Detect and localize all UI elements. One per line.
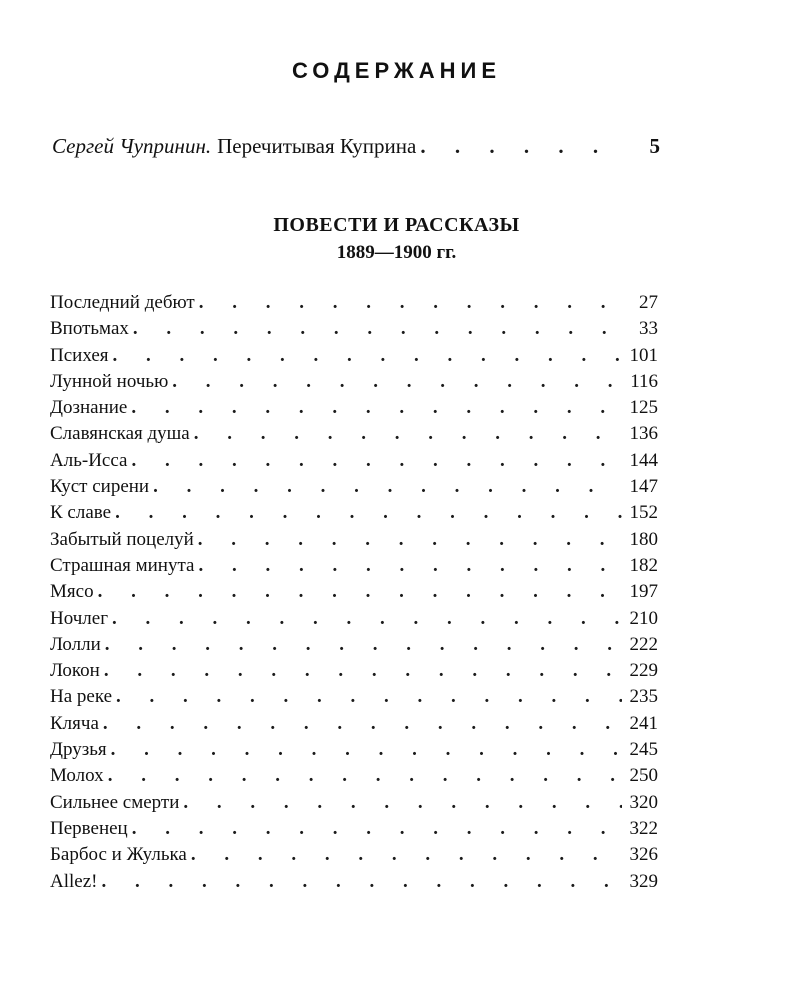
section-title: ПОВЕСТИ И РАССКАЗЫ xyxy=(273,214,520,236)
toc-entry xyxy=(50,608,658,634)
dot-leader xyxy=(132,818,622,840)
toc-entry-title: Лунной ночью xyxy=(50,370,169,392)
toc-entry-page-number: 235 xyxy=(629,686,658,708)
toc-entry-page-number: 144 xyxy=(629,449,658,471)
dot-leader xyxy=(420,134,624,159)
toc-entry-title: Аль-Исса xyxy=(50,449,128,471)
page-title: СОДЕРЖАНИЕ xyxy=(291,58,502,83)
toc-entry-title: Забытый поцелуй xyxy=(50,528,194,550)
section-years: 1889—1900 гг. xyxy=(336,242,457,263)
toc-entry-title: Барбос и Жулька xyxy=(50,844,187,866)
toc-entry xyxy=(50,423,658,449)
toc-entry-page-number: 125 xyxy=(629,397,658,419)
dot-leader xyxy=(101,871,622,893)
dot-leader xyxy=(131,450,622,472)
toc-entry-page-number: 152 xyxy=(629,502,658,524)
dot-leader xyxy=(98,581,622,603)
toc-entry-title: Молох xyxy=(50,765,104,787)
dot-leader xyxy=(111,739,622,761)
toc-entry-title: Психея xyxy=(50,344,109,366)
toc-entry-page-number: 229 xyxy=(629,660,658,682)
toc-entry-title: Страшная минута xyxy=(50,554,195,576)
toc-entry-title: Сильнее смерти xyxy=(50,791,180,813)
toc-entry-page-number: 180 xyxy=(629,528,658,550)
toc-entry-title: К славе xyxy=(50,502,112,524)
dot-leader xyxy=(183,792,622,814)
toc-entry xyxy=(50,792,658,818)
dot-leader xyxy=(112,608,622,630)
table-of-contents xyxy=(50,292,658,897)
toc-entry-page-number: 245 xyxy=(629,739,658,761)
toc-entry xyxy=(50,713,658,739)
toc-entry xyxy=(50,318,658,344)
dot-leader xyxy=(131,397,622,419)
intro-author: Сергей Чупринин. xyxy=(52,134,212,158)
toc-entry xyxy=(50,686,658,712)
toc-entry-page-number: 329 xyxy=(629,870,658,892)
dot-leader xyxy=(133,318,622,340)
intro-entry xyxy=(52,134,660,159)
toc-entry xyxy=(50,871,658,897)
dot-leader xyxy=(105,634,622,656)
toc-entry xyxy=(50,739,658,765)
toc-entry xyxy=(50,765,658,791)
toc-entry xyxy=(50,476,658,502)
toc-entry-title: Локон xyxy=(50,660,100,682)
dot-leader xyxy=(191,844,622,866)
toc-entry-title: Лолли xyxy=(50,633,101,655)
dot-leader xyxy=(113,345,622,367)
toc-entry-title: Ночлег xyxy=(50,607,108,629)
dot-leader xyxy=(104,660,622,682)
toc-entry-title: Кляча xyxy=(50,712,99,734)
toc-entry xyxy=(50,292,658,318)
intro-page-number: 5 xyxy=(649,134,660,158)
dot-leader xyxy=(172,371,622,393)
toc-entry xyxy=(50,345,658,371)
toc-entry xyxy=(50,529,658,555)
toc-entry xyxy=(50,502,658,528)
toc-entry-page-number: 241 xyxy=(629,712,658,734)
toc-entry-page-number: 250 xyxy=(629,765,658,787)
dot-leader xyxy=(194,423,622,445)
toc-entry-page-number: 27 xyxy=(639,292,658,313)
dot-leader xyxy=(116,686,622,708)
toc-entry-page-number: 322 xyxy=(629,817,658,839)
toc-entry xyxy=(50,634,658,660)
toc-entry xyxy=(50,581,658,607)
toc-entry-page-number: 182 xyxy=(629,554,658,576)
toc-entry-page-number: 197 xyxy=(629,581,658,603)
toc-entry xyxy=(50,818,658,844)
toc-entry xyxy=(50,660,658,686)
toc-entry xyxy=(50,450,658,476)
toc-entry-title: Последний дебют xyxy=(50,292,195,313)
dot-leader xyxy=(103,713,622,735)
toc-entry-title: На реке xyxy=(50,686,113,708)
dot-leader xyxy=(198,555,622,577)
toc-entry xyxy=(50,371,658,397)
toc-entry-title: Впотьмах xyxy=(50,318,129,340)
toc-entry xyxy=(50,844,658,870)
toc-entry-page-number: 326 xyxy=(629,844,658,866)
toc-entry-page-number: 116 xyxy=(630,370,658,392)
toc-entry-title: Мясо xyxy=(50,581,94,603)
toc-entry xyxy=(50,555,658,581)
dot-leader xyxy=(153,476,622,498)
toc-entry-title: Друзья xyxy=(50,739,107,761)
dot-leader xyxy=(115,502,622,524)
toc-entry-page-number: 222 xyxy=(629,633,658,655)
toc-entry xyxy=(50,397,658,423)
toc-entry-page-number: 147 xyxy=(629,476,658,498)
dot-leader xyxy=(198,529,622,551)
toc-entry-title: Дознание xyxy=(50,397,128,419)
toc-entry-title: Славянская душа xyxy=(50,423,190,445)
toc-entry-title: Первенец xyxy=(50,817,128,839)
toc-entry-page-number: 210 xyxy=(629,607,658,629)
toc-entry-page-number: 101 xyxy=(629,344,658,366)
toc-entry-title: Куст сирени xyxy=(50,476,150,498)
dot-leader xyxy=(199,292,622,314)
toc-entry-page-number: 320 xyxy=(629,791,658,813)
toc-entry-page-number: 33 xyxy=(639,318,658,340)
intro-title: Перечитывая Куприна xyxy=(217,134,417,158)
dot-leader xyxy=(108,765,622,787)
toc-entry-page-number: 136 xyxy=(629,423,658,445)
toc-entry-title: Allez! xyxy=(50,870,98,892)
